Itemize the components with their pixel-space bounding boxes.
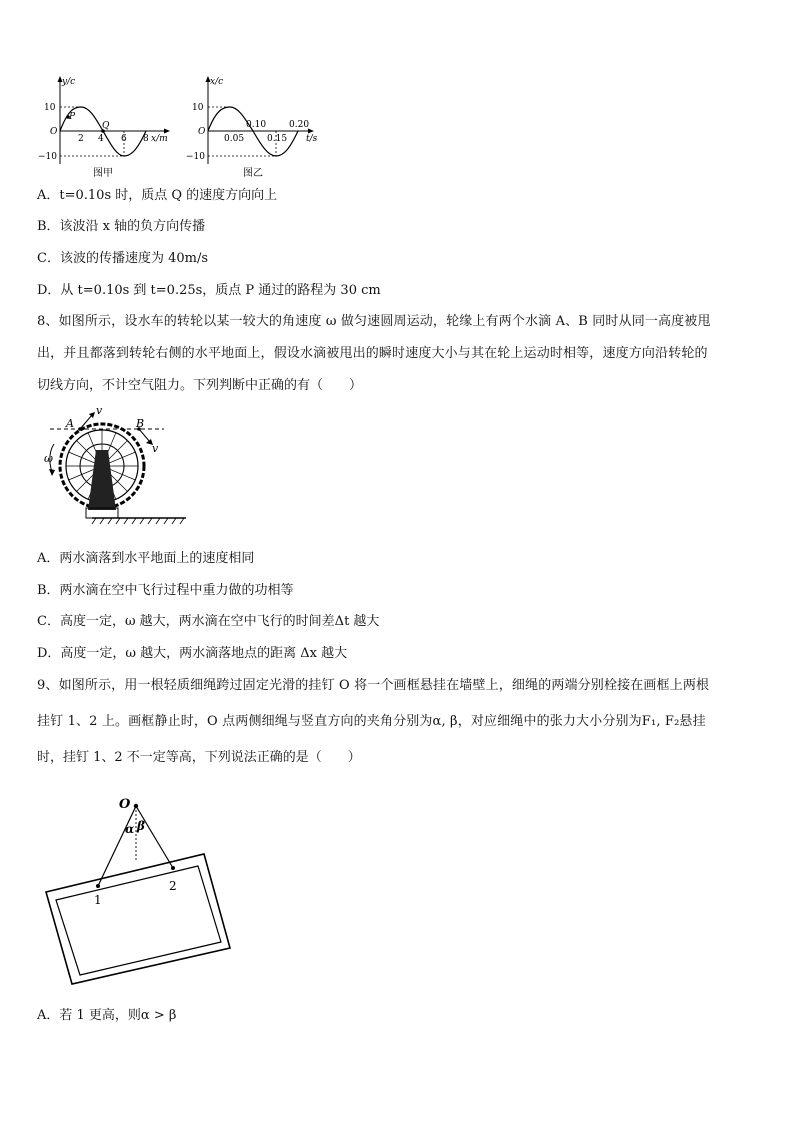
label-2: 2 bbox=[169, 879, 177, 893]
figure-caption-left: 图甲 bbox=[93, 168, 113, 179]
label-a: A bbox=[66, 417, 74, 430]
t-tick-020: 0.20 bbox=[289, 120, 310, 130]
point-q-label: Q bbox=[102, 121, 110, 131]
q8-stem-line1: 8、如图所示，设水车的转轮以某一较大的角速度 ω 做匀速圆周运动，轮缘上有两个水滴 A、B 同时从同一高度被甩 bbox=[37, 314, 711, 329]
q9-stem-line1: 9、如图所示，用一根轻质细绳跨过固定光滑的挂钉 O 将一个画框悬挂在墙壁上，细绳的两端分别栓接在画框上两根 bbox=[37, 678, 710, 693]
y-axis-label: x/c bbox=[210, 77, 224, 87]
q8-stem-line3: 切线方向，不计空气阻力。下列判断中正确的有（ ） bbox=[37, 378, 363, 393]
label-o: O bbox=[119, 797, 131, 812]
x-tick-6: 6 bbox=[121, 134, 127, 144]
wave-graph-figure bbox=[38, 72, 173, 180]
t-tick-015: 0.15 bbox=[267, 134, 288, 144]
label-beta: β bbox=[137, 819, 145, 833]
y-tick-bottom: −10 bbox=[38, 152, 57, 162]
y-tick-top: 10 bbox=[44, 103, 56, 113]
q8-option-d: D．高度一定，ω 越大，两水滴落地点的距离 Δx 越大 bbox=[37, 646, 348, 661]
y-tick-bottom: −10 bbox=[186, 152, 205, 162]
y-axis-label: y/c bbox=[62, 77, 76, 87]
q9-stem-line2: 挂钉 1、2 上。画框静止时，O 点两侧细绳与竖直方向的夹角分别为α, β，对应细绳中的张力大小分别为F₁, F₂悬挂 bbox=[37, 714, 706, 729]
origin-label: O bbox=[50, 127, 58, 137]
x-axis-label: x/m bbox=[151, 134, 168, 144]
label-1: 1 bbox=[94, 893, 102, 907]
q7-option-c: C．该波的传播速度为 40m/s bbox=[37, 251, 208, 266]
label-v-b: v bbox=[152, 442, 159, 455]
q8-option-a: A．两水滴落到水平地面上的速度相同 bbox=[37, 551, 255, 566]
x-tick-2: 2 bbox=[78, 134, 84, 144]
label-b: B bbox=[136, 417, 145, 430]
x-axis-label: t/s bbox=[306, 134, 318, 144]
t-tick-010: 0.10 bbox=[246, 120, 267, 130]
q8-option-b: B．两水滴在空中飞行过程中重力做的功相等 bbox=[37, 583, 294, 598]
q9-option-a: A．若 1 更高，则α > β bbox=[37, 1008, 177, 1023]
label-omega: ω bbox=[44, 452, 53, 465]
x-tick-8: 8 bbox=[143, 134, 149, 144]
water-wheel-figure bbox=[40, 400, 190, 532]
q8-option-c: C．高度一定，ω 越大，两水滴在空中飞行的时间差Δt 越大 bbox=[37, 614, 380, 629]
q9-stem-line3: 时，挂钉 1、2 不一定等高，下列说法正确的是（ ） bbox=[37, 750, 361, 765]
q8-stem-line2: 出，并且都落到转轮右侧的水平地面上，假设水滴被甩出的瞬时速度大小与其在轮上运动时相等，速度方向沿转轮的 bbox=[37, 346, 708, 361]
label-alpha: α bbox=[125, 822, 135, 836]
y-tick-top: 10 bbox=[192, 103, 204, 113]
t-tick-005: 0.05 bbox=[224, 134, 245, 144]
vibration-graph-figure bbox=[186, 72, 326, 180]
label-v-a: v bbox=[96, 404, 103, 417]
origin-label: O bbox=[198, 127, 206, 137]
point-p-label: P bbox=[69, 112, 76, 122]
q7-option-b: B．该波沿 x 轴的负方向传播 bbox=[37, 219, 206, 234]
q7-option-d: D．从 t=0.10s 到 t=0.25s，质点 P 通过的路程为 30 cm bbox=[37, 283, 381, 298]
x-tick-4: 4 bbox=[98, 134, 104, 144]
q7-option-a: A．t=0.10s 时，质点 Q 的速度方向向上 bbox=[37, 188, 278, 203]
figure-caption-right: 图乙 bbox=[243, 168, 263, 179]
picture-frame-figure bbox=[40, 792, 240, 992]
